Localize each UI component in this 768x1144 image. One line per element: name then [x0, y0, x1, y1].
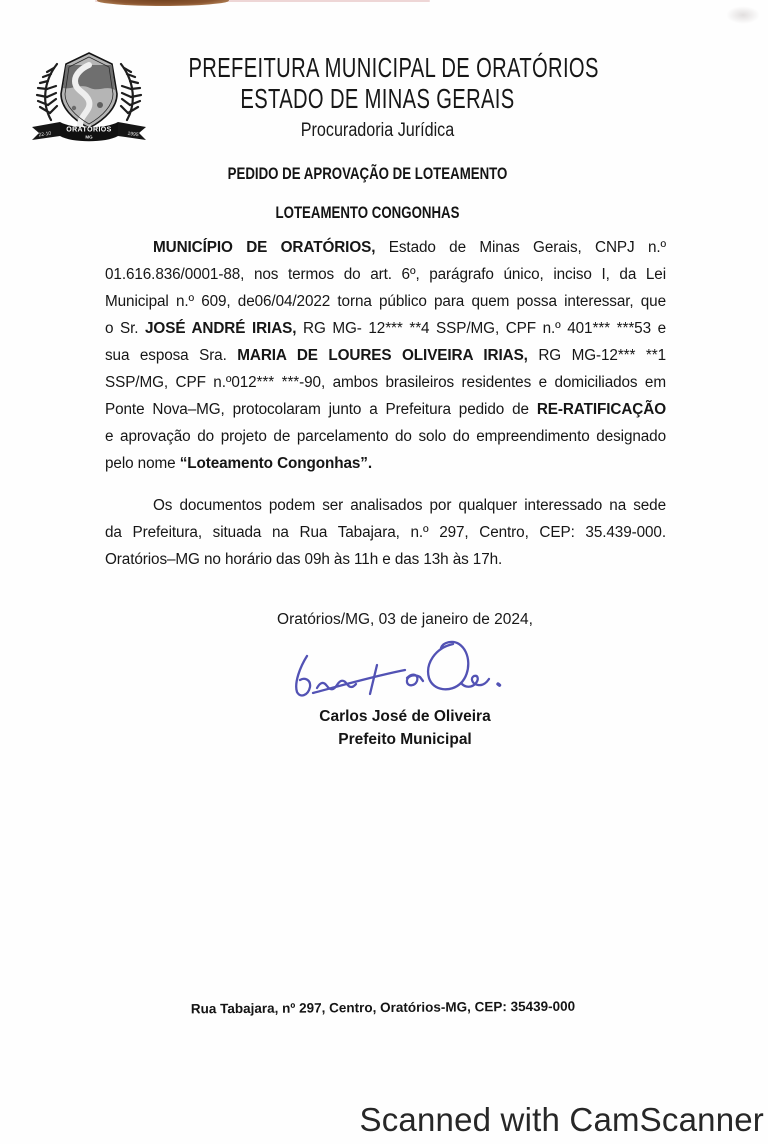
- paragraph-1: [105, 234, 666, 477]
- text-line: SSP/MG, CPF n.º012*** ***-90, ambos brasileiros residentes e domiciliados em: [105, 374, 666, 391]
- signer-role: Prefeito Municipal: [338, 731, 472, 748]
- document-titles: [80, 164, 655, 223]
- letterhead: [115, 52, 640, 143]
- scan-corner-smudge: [726, 6, 760, 24]
- text-line: da Prefeitura, situada na Rua Tabajara, n.º 297, Centro, CEP: 35.439-000.: [105, 524, 666, 541]
- signer-name: Carlos José de Oliveira: [319, 708, 491, 725]
- document-body: [105, 234, 666, 573]
- text-line: Municipal n.º 609, de06/04/2022 torna público para quem possa interessar, que: [105, 293, 666, 310]
- text-line: 01.616.836/0001-88, nos termos do art. 6º, parágrafo único, inciso I, da Lei: [105, 266, 666, 283]
- org-name-line1: PREFEITURA MUNICIPAL DE ORATÓRIOS: [188, 52, 599, 83]
- crest-banner-name: ORATÓRIOS: [66, 126, 112, 134]
- document-subject: PEDIDO DE APROVAÇÃO DE LOTEAMENTO: [227, 164, 508, 183]
- camscanner-watermark: Scanned with CamScanner: [359, 1101, 764, 1138]
- document-subtitle: LOTEAMENTO CONGONHAS: [275, 203, 460, 222]
- text-line: Oratórios–MG no horário das 09h às 11h e das 13h às 17h.: [105, 551, 503, 568]
- text-line: pelo nome “Loteamento Congonhas”.: [105, 455, 372, 472]
- text-line: sua esposa Sra. MARIA DE LOURES OLIVEIRA IRIAS, RG MG-12*** **1: [105, 347, 666, 364]
- text-line: Ponte Nova–MG, protocolaram junto a Prefeitura pedido de RE-RATIFICAÇÃO: [105, 401, 666, 418]
- department-name: Procuradoria Jurídica: [300, 120, 455, 141]
- crest-banner-date-right: 1995: [127, 130, 139, 139]
- crest-banner-date-left: 22-10: [38, 130, 52, 139]
- handwritten-signature: [283, 636, 511, 710]
- date-line: Oratórios/MG, 03 de janeiro de 2024,: [277, 611, 533, 628]
- scan-edge-artifact: [97, 0, 229, 6]
- org-name-line2: ESTADO DE MINAS GERAIS: [240, 83, 515, 114]
- crest-banner-mg: MG: [85, 134, 93, 140]
- paragraph-2: [105, 492, 666, 573]
- footer-address: Rua Tabajara, nº 297, Centro, Oratórios-MG, CEP: 35439-000: [190, 998, 576, 1017]
- text-line: Os documentos podem ser analisados por qualquer interessado na sede: [153, 497, 666, 514]
- text-line: e aprovação do projeto de parcelamento do solo do empreendimento designado: [105, 428, 666, 445]
- text-line: MUNICÍPIO DE ORATÓRIOS, Estado de Minas Gerais, CNPJ n.º: [153, 239, 666, 256]
- text-line: o Sr. JOSÉ ANDRÉ IRIAS, RG MG- 12*** **4 SSP/MG, CPF n.º 401*** ***53 e: [105, 320, 666, 337]
